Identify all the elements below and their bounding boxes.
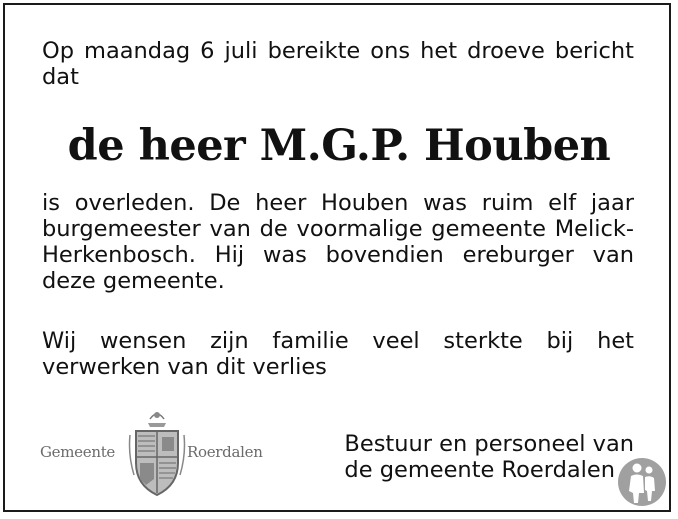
signature-block bbox=[344, 431, 634, 483]
coat-of-arms-icon bbox=[128, 405, 186, 500]
logo-word-right: Roerdalen bbox=[187, 443, 263, 461]
intro-paragraph: Op maandag 6 juli bereikte ons het droeve bericht dat bbox=[42, 38, 634, 90]
signature-line-2: de gemeente Roerdalen bbox=[344, 457, 616, 483]
deceased-name: de heer M.G.P. Houben bbox=[67, 121, 611, 171]
condolence-paragraph: Wij wensen zijn familie veel sterkte bij het verwerken van dit verlies bbox=[42, 328, 634, 380]
municipality-logo bbox=[40, 405, 285, 500]
signature-line-1: Bestuur en personeel van bbox=[344, 431, 634, 457]
body-paragraph: is overleden. De heer Houben was ruim elf jaar burgemeester van de voormalige gemeente Melick-Herkenbosch. Hij was bovendien ereburger van deze gemeente. bbox=[42, 190, 634, 294]
logo-word-left: Gemeente bbox=[40, 443, 116, 461]
watermark-figure-icon bbox=[617, 457, 667, 507]
